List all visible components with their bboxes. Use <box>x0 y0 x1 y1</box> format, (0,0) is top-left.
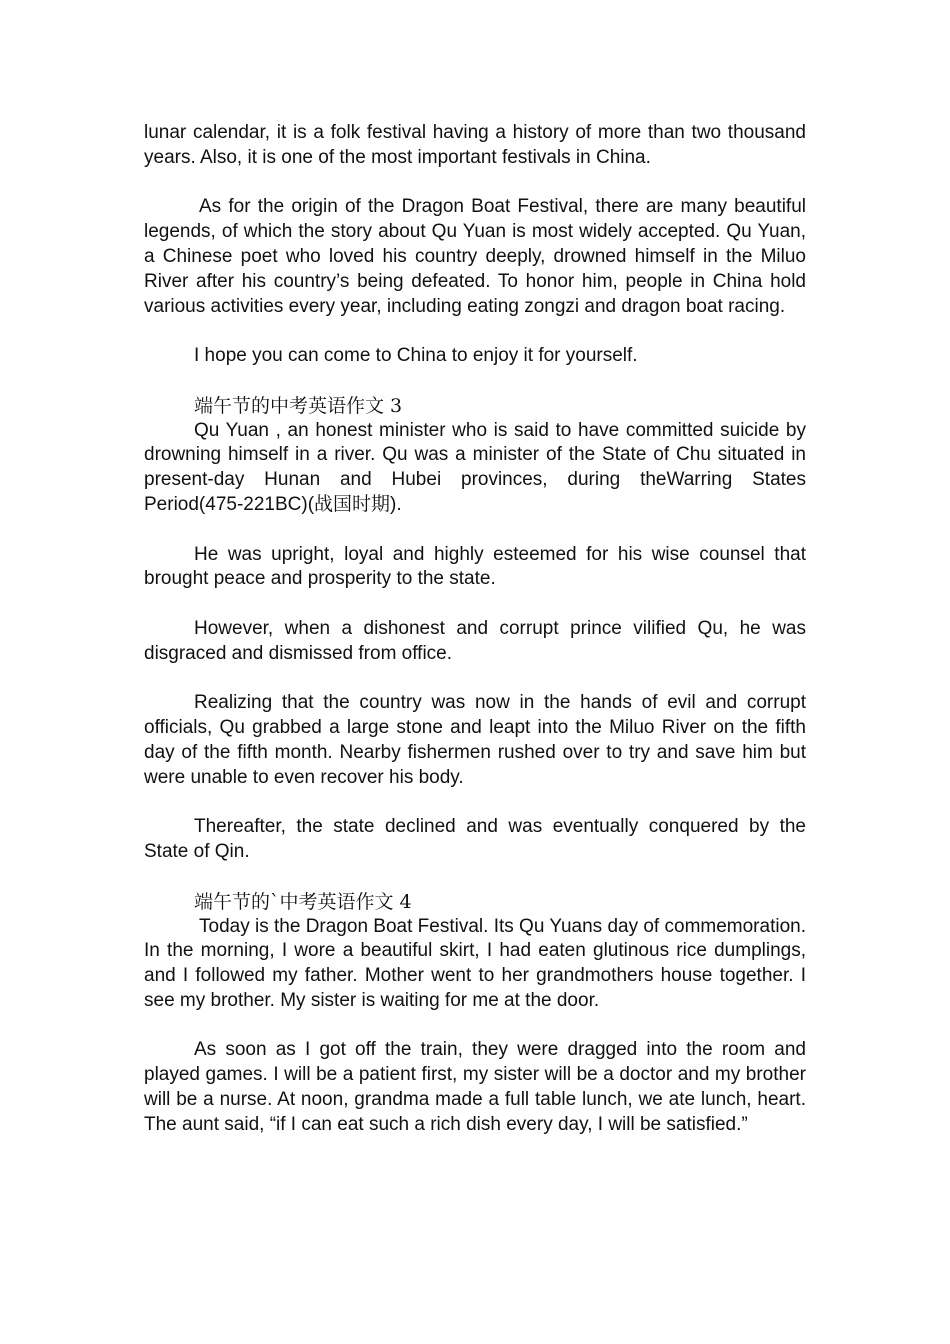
paragraph-gap <box>144 667 806 692</box>
paragraph-train: As soon as I got off the train, they were dragged into the room and played games. I will be a patient first, my sister will be a doctor and my brother will be a nurse. At noon, grandma made a full table lunch, we ate lunch, heart. The aunt said, “if I can eat such a rich dish every day, I will be satisfied.” <box>144 1039 806 1135</box>
paragraph-today: Today is the Dragon Boat Festival. Its Qu Yuans day of commemoration. In the morning, I wore a beautiful skirt, I had eaten glutinous rice dumplings, and I followed my father. Mother went to her grandmothers house together. I see my brother. My sister is waiting for me at the door. <box>144 915 806 1011</box>
paragraph-gap <box>144 592 806 617</box>
paragraph-qu-yuan-minister: Qu Yuan , an honest minister who is said to have committed suicide by drowning himself in a river. Qu was a minister of the State of Chu situated in present-day Hunan and Hubei provinces, during theWarring States Period(475-221BC)(战国时期). <box>144 419 806 515</box>
paragraph-gap <box>144 518 806 543</box>
paragraph-origin: As for the origin of the Dragon Boat Festival, there are many beautiful legends, of which the story about Qu Yuan is most widely accepted. Qu Yuan, a Chinese poet who loved his country deeply, drowned himself in the Miluo River after his country’s being defeated. To honor him, people in China hold various activities every year, including eating zongzi and dragon boat racing. <box>144 196 806 317</box>
essay-heading-4: 端午节的`中考英语作文 4 <box>194 890 412 913</box>
paragraph-gap <box>144 865 806 890</box>
paragraph-state-of-qin: Thereafter, the state declined and was eventually conquered by the State of Qin. <box>144 816 806 863</box>
paragraph-gap <box>144 319 806 344</box>
paragraph-upright: He was upright, loyal and highly esteemed for his wise counsel that brought peace and prosperity to the state. <box>144 543 806 590</box>
paragraph-disgraced: However, when a dishonest and corrupt prince vilified Qu, he was disgraced and dismissed from office. <box>144 617 806 664</box>
paragraph-miluo-river: Realizing that the country was now in the hands of evil and corrupt officials, Qu grabbed a large stone and leapt into the Miluo River on the fifth day of the fifth month. Nearby fishermen rushed over to try and save him but were unable to even recover his body. <box>144 692 806 788</box>
paragraph-gap <box>144 791 806 816</box>
essay-heading-3: 端午节的中考英语作文 3 <box>194 394 403 417</box>
document-page <box>144 121 806 1138</box>
paragraph-invitation: I hope you can come to China to enjoy it for yourself. <box>194 345 638 367</box>
paragraph-gap <box>144 1014 806 1039</box>
paragraph-gap <box>144 369 806 394</box>
paragraph-lunar-calendar: lunar calendar, it is a folk festival having a history of more than two thousand years. Also, it is one of the most important festivals in China. <box>144 122 806 168</box>
paragraph-gap <box>144 171 806 196</box>
